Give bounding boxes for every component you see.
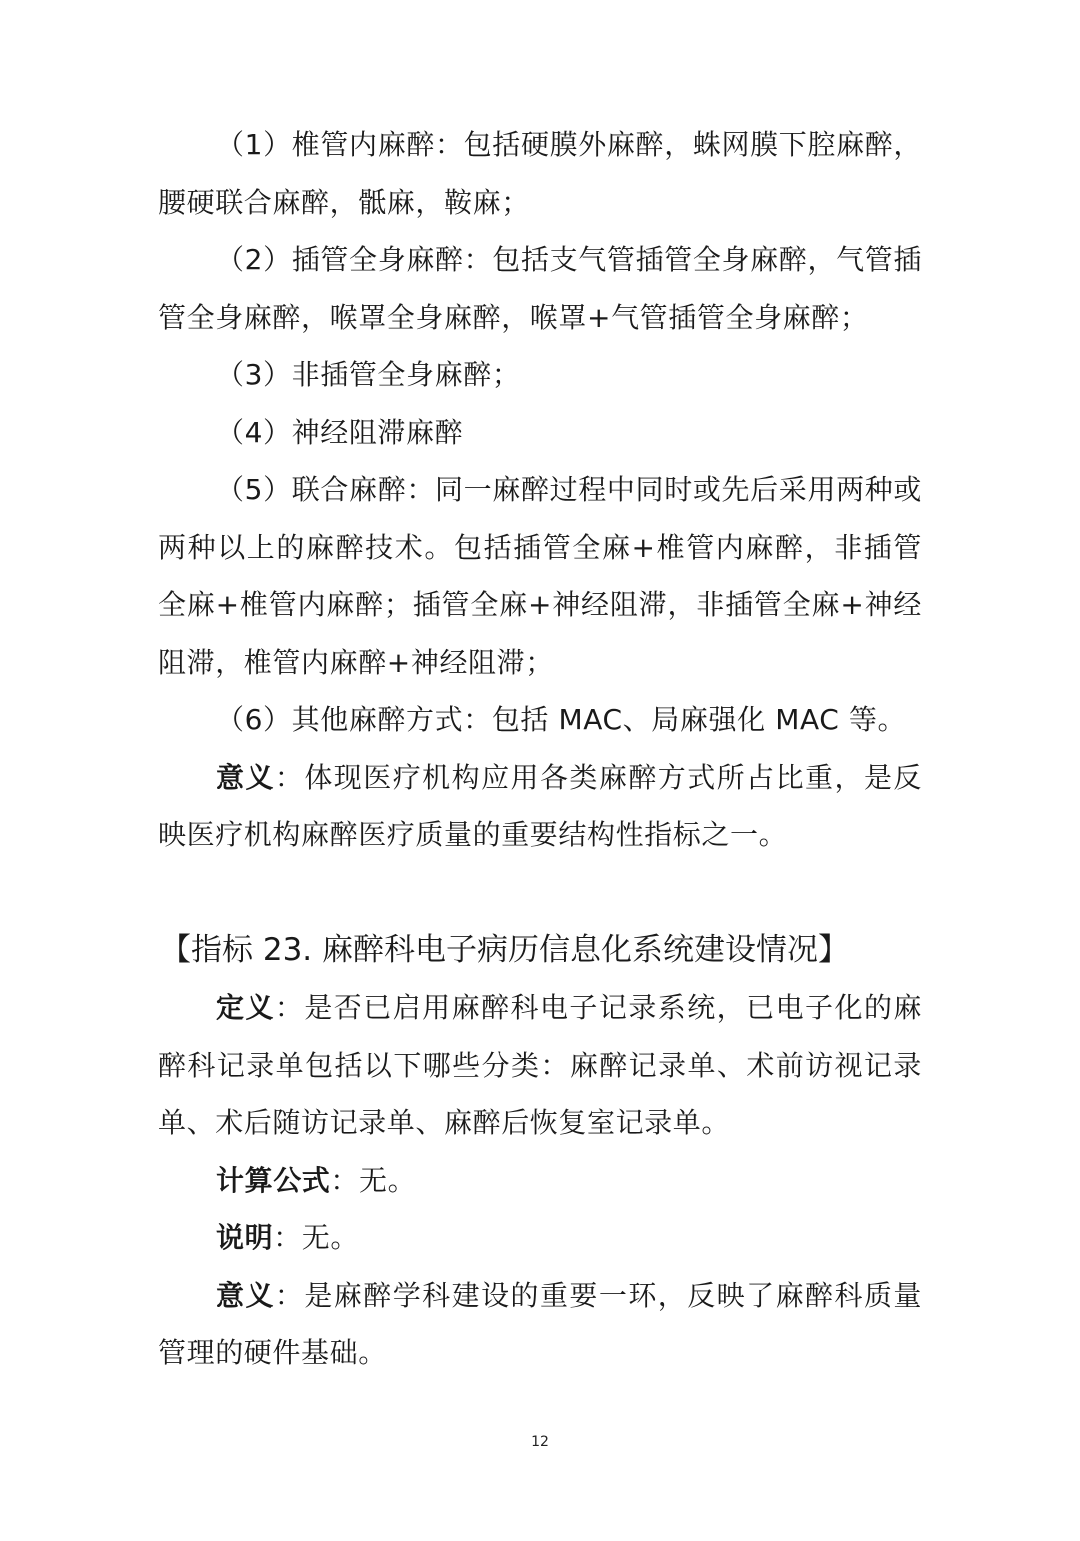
item-3-non-intubation-general-anesthesia: （3）非插管全身麻醉；	[216, 358, 521, 391]
page-number: 12	[531, 1434, 549, 1450]
meaning-label: 意义	[216, 760, 275, 794]
document-page	[158, 116, 922, 1382]
item-2-intubation-general-anesthesia: （2）插管全身麻醉：包括支气管插管全身麻醉，气管插管全身麻醉，喉罩全身麻醉，喉罩+气管插管全身麻醉；	[158, 243, 922, 334]
meaning-label: 意义	[216, 1278, 275, 1312]
indicator-23-meaning	[158, 1267, 922, 1382]
item-1-spinal-anesthesia: （1）椎管内麻醉：包括硬膜外麻醉，蛛网膜下腔麻醉，腰硬联合麻醉，骶麻，鞍麻；	[158, 128, 922, 219]
indicator-23-note	[158, 1209, 922, 1267]
item-6-other-anesthesia: （6）其他麻醉方式：包括 MAC、局麻强化 MAC 等。	[216, 703, 907, 736]
formula-label: 计算公式	[216, 1163, 331, 1197]
indicator-23-formula	[158, 1152, 922, 1210]
note-text: ：无。	[273, 1221, 360, 1254]
meaning-text: ：体现医疗机构应用各类麻醉方式所占比重，是反映医疗机构麻醉医疗质量的重要结构性指标之一。	[158, 760, 922, 851]
formula-text: ：无。	[330, 1163, 417, 1197]
indicator-23-heading: 【指标 23. 麻醉科电子病历信息化系统建设情况】	[160, 931, 850, 968]
section1-meaning	[158, 749, 922, 864]
section-gap	[158, 864, 922, 922]
indicator-23-definition	[158, 979, 922, 1152]
definition-text: ：是否已启用麻醉科电子记录系统，已电子化的麻醉科记录单包括以下哪些分类：麻醉记录单、术前访视记录单、术后随访记录单、麻醉后恢复室记录单。	[158, 991, 922, 1139]
note-label: 说明	[216, 1221, 274, 1254]
definition-label: 定义	[216, 991, 275, 1024]
item-5-combined-anesthesia: （5）联合麻醉：同一麻醉过程中同时或先后采用两种或两种以上的麻醉技术。包括插管全麻+椎管内麻醉，非插管全麻+椎管内麻醉；插管全麻+神经阻滞，非插管全麻+神经阻滞，椎管内麻醉+神经阻滞；	[158, 473, 922, 679]
item-4-nerve-block-anesthesia: （4）神经阻滞麻醉	[216, 415, 464, 449]
meaning-text: ：是麻醉学科建设的重要一环，反映了麻醉科质量管理的硬件基础。	[158, 1278, 922, 1369]
